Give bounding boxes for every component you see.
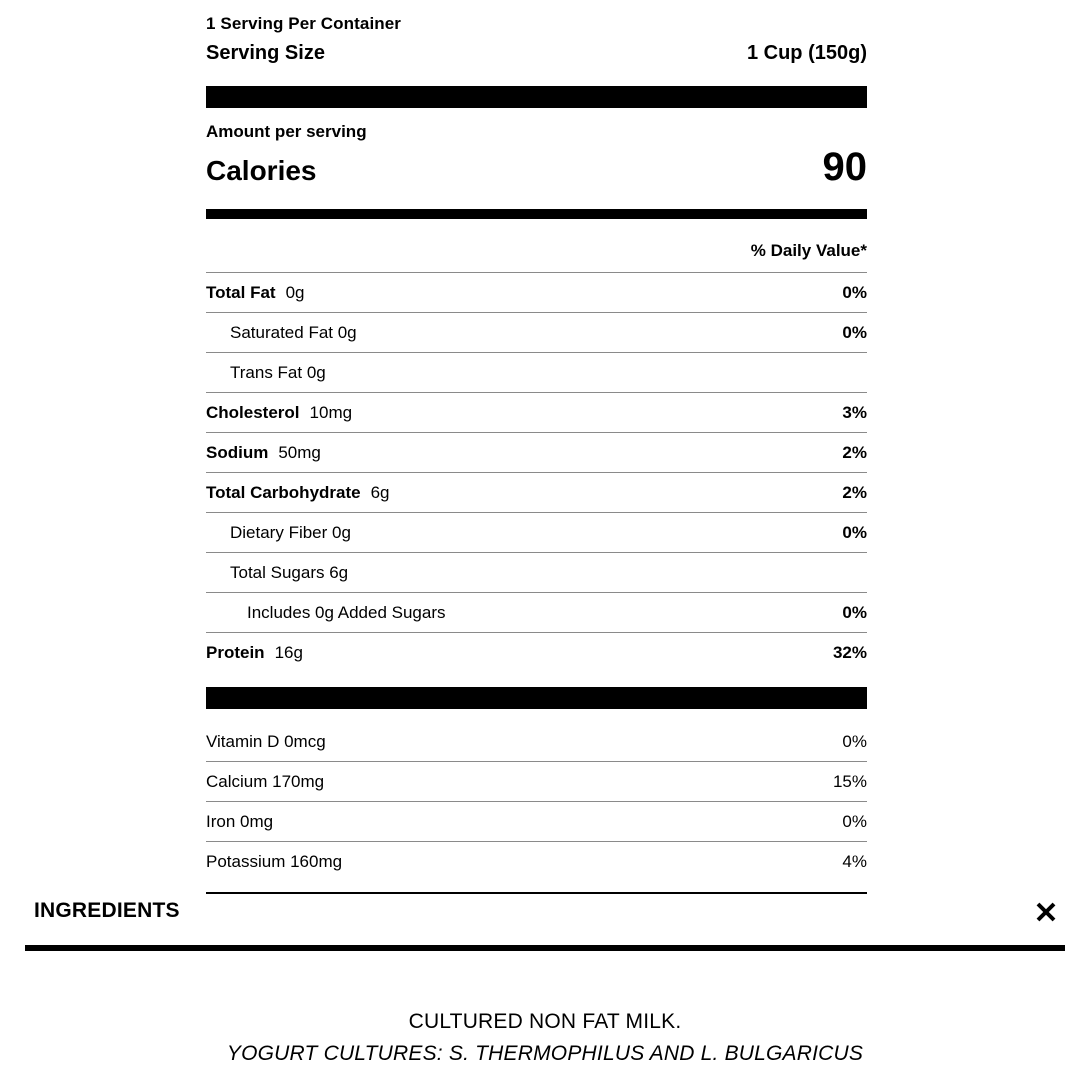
thick-divider: [206, 687, 867, 709]
nutrient-name: Total Sugars 6g: [230, 562, 349, 582]
nutrient-name: Total Fat: [206, 282, 276, 302]
nutrient-percent: 0%: [842, 522, 867, 542]
close-icon: [1034, 900, 1058, 924]
vitamin-percent: 4%: [842, 852, 867, 871]
serving-size-label: Serving Size: [206, 42, 325, 64]
serving-size-value: 1 Cup (150g): [746, 42, 867, 64]
vitamin-row-iron: [206, 802, 867, 842]
nutrient-row-total-sugars: [206, 552, 867, 592]
daily-value-header: % Daily Value*: [750, 241, 867, 260]
medium-divider: [206, 209, 867, 219]
nutrient-row-added-sugars: [206, 592, 867, 632]
vitamin-row-vitamin-d: [206, 722, 867, 762]
nutrient-amount: 10mg: [309, 402, 353, 422]
vitamin-percent: 0%: [842, 731, 867, 751]
nutrient-name: Sodium: [206, 442, 269, 462]
vitamin-name: Calcium 170mg: [206, 771, 325, 791]
vitamin-name: Iron 0mg: [206, 811, 274, 831]
vitamin-rows: [206, 722, 867, 894]
nutrient-amount: 16g: [274, 642, 303, 662]
nutrient-row-saturated-fat: [206, 312, 867, 352]
vitamin-row-calcium: [206, 762, 867, 802]
nutrient-row-cholesterol: [206, 392, 867, 432]
vitamin-row-potassium: [206, 842, 867, 894]
nutrient-name: Dietary Fiber 0g: [230, 522, 351, 542]
ingredients-title[interactable]: INGREDIENTS: [34, 899, 180, 922]
nutrient-row-protein: [206, 632, 867, 672]
nutrient-name: Includes 0g Added Sugars: [247, 602, 446, 622]
nutrient-name: Cholesterol: [206, 402, 300, 422]
serving-size-row: [206, 42, 867, 65]
ingredients-line-2: YOGURT CULTURES: S. THERMOPHILUS AND L. BULGARICUS: [226, 1042, 864, 1065]
vitamin-percent: 0%: [842, 811, 867, 831]
nutrient-amount: 50mg: [278, 442, 321, 462]
nutrient-percent: 0%: [842, 602, 867, 622]
close-button[interactable]: [1034, 900, 1058, 924]
nutrient-percent: 2%: [842, 442, 867, 462]
nutrient-name: Protein: [206, 642, 265, 662]
nutrient-row-trans-fat: [206, 352, 867, 392]
ingredients-line-1: CULTURED NON FAT MILK.: [408, 1010, 682, 1033]
nutrient-rows: [206, 272, 867, 672]
vitamin-name: Potassium 160mg: [206, 852, 343, 871]
nutrient-percent: 2%: [842, 482, 867, 502]
nutrient-row-total-fat: [206, 272, 867, 312]
calories-value: 90: [822, 145, 867, 189]
nutrient-amount: 6g: [370, 482, 390, 502]
vitamin-percent: 15%: [832, 771, 867, 791]
nutrient-percent: 3%: [842, 402, 867, 422]
thick-divider: [206, 86, 867, 108]
calories-row: [206, 145, 867, 190]
vitamin-name: Vitamin D 0mcg: [206, 731, 326, 751]
ingredients-divider: [25, 945, 1065, 951]
nutrient-percent: 32%: [832, 642, 867, 662]
nutrient-percent: 0%: [842, 282, 867, 302]
nutrient-row-sodium: [206, 432, 867, 472]
servings-per-container: 1 Serving Per Container: [206, 14, 402, 33]
ingredients-text: [0, 1006, 1080, 1070]
nutrient-percent: 0%: [842, 322, 867, 342]
nutrient-row-total-carbohydrate: [206, 472, 867, 512]
nutrient-name: Saturated Fat 0g: [230, 322, 357, 342]
calories-label: Calories: [206, 155, 317, 186]
nutrient-amount: 0g: [285, 282, 305, 302]
nutrient-name: Trans Fat 0g: [230, 362, 326, 382]
nutrient-row-dietary-fiber: [206, 512, 867, 552]
nutrient-name: Total Carbohydrate: [206, 482, 361, 502]
amount-per-serving: Amount per serving: [206, 122, 367, 141]
